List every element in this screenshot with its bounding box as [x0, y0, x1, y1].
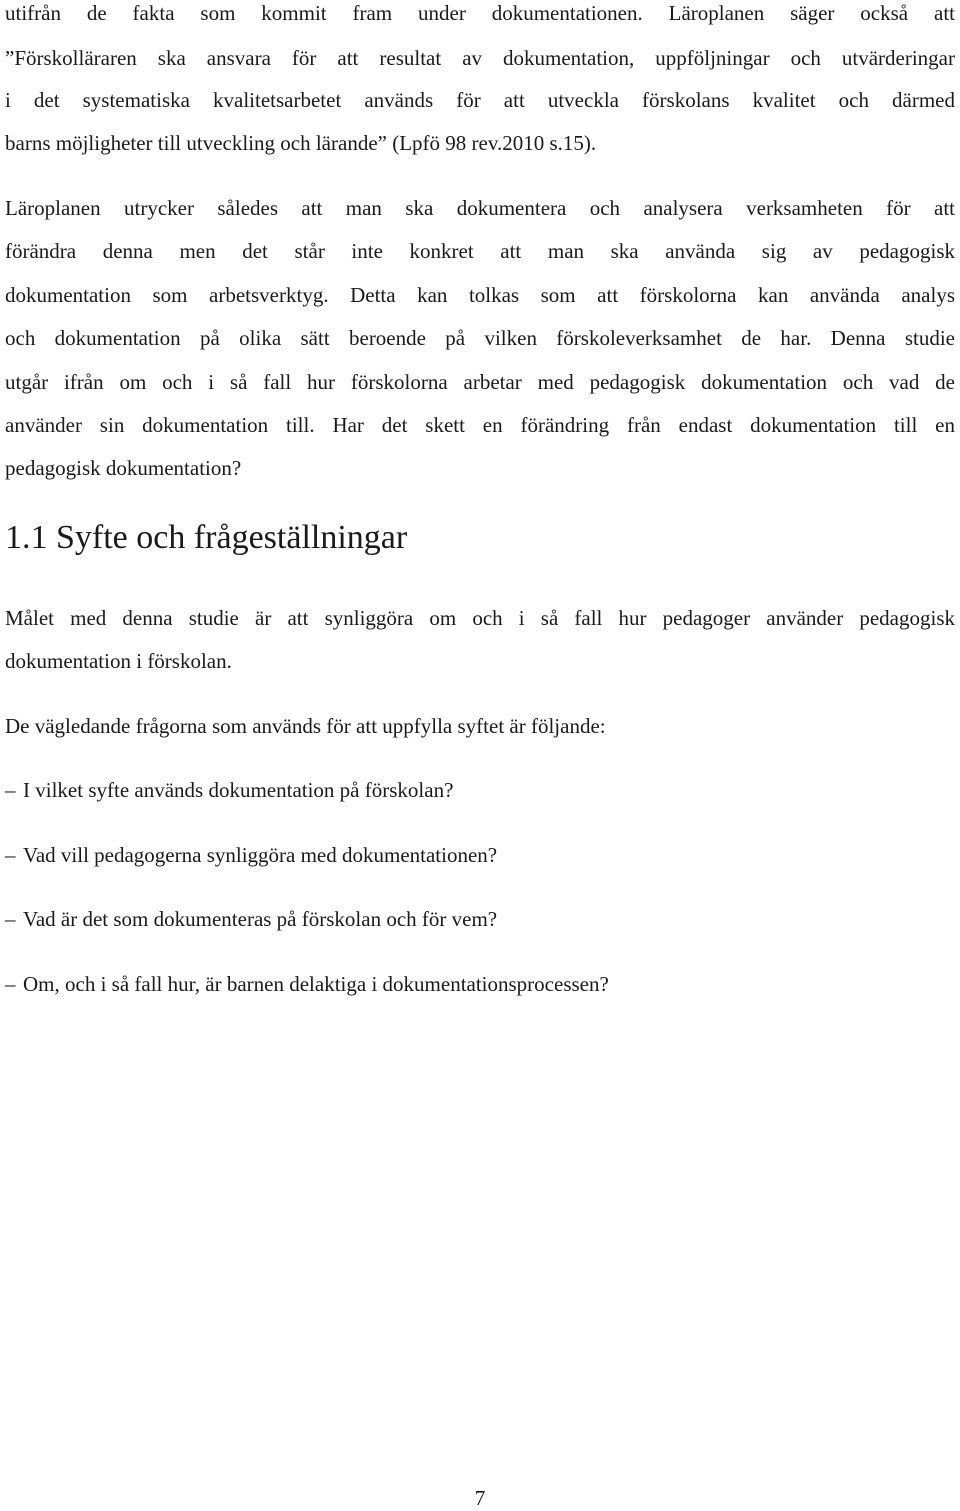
- question-text: Vad vill pedagogerna synliggöra med dokumentationen?: [23, 843, 498, 867]
- question-text: Om, och i så fall hur, är barnen delaktiga i dokumentationsprocessen?: [23, 972, 609, 996]
- section-heading: 1.1 Syfte och frågeställningar: [5, 519, 408, 556]
- paragraph-2-line-2: förändra denna men det står inte konkret att man ska använda sig av pedagogisk: [5, 239, 955, 263]
- dash-marker: –: [5, 843, 16, 867]
- question-text: I vilket syfte används dokumentation på förskolan?: [23, 778, 454, 802]
- paragraph-1-line-4: barns möjligheter till utveckling och lärande” (Lpfö 98 rev.2010 s.15).: [5, 131, 597, 155]
- question-item: [5, 842, 497, 868]
- dash-marker: –: [5, 907, 16, 931]
- paragraph-2-line-3: dokumentation som arbetsverktyg. Detta kan tolkas som att förskolorna kan använda analys: [5, 283, 955, 307]
- page-number: 7: [474, 1486, 486, 1510]
- paragraph-2-line-7: pedagogisk dokumentation?: [5, 456, 242, 480]
- paragraph-1-line-3: i det systematiska kvalitetsarbetet används för att utveckla förskolans kvalitet och därmed: [5, 88, 955, 112]
- question-item: [5, 777, 453, 803]
- question-item: [5, 971, 609, 997]
- paragraph-2-line-1: Läroplanen utrycker således att man ska dokumentera och analysera verksamheten för att: [5, 196, 955, 220]
- paragraph-3-line-1: Målet med denna studie är att synliggöra om och i så fall hur pedagoger använder pedagogisk: [5, 606, 955, 630]
- question-item: [5, 906, 497, 932]
- paragraph-1-line-2: ”Förskolläraren ska ansvara för att resultat av dokumentation, uppföljningar och utvärderingar: [5, 46, 955, 70]
- dash-marker: –: [5, 972, 16, 996]
- paragraph-2-line-5: utgår ifrån om och i så fall hur förskolorna arbetar med pedagogisk dokumentation och vad de: [5, 370, 955, 394]
- paragraph-2-line-6: använder sin dokumentation till. Har det skett en förändring från endast dokumentation till en: [5, 413, 955, 437]
- question-text: Vad är det som dokumenteras på förskolan och för vem?: [23, 907, 498, 931]
- paragraph-4-line-1: De vägledande frågorna som används för att uppfylla syftet är följande:: [5, 714, 606, 738]
- dash-marker: –: [5, 778, 16, 802]
- paragraph-1-line-1: utifrån de fakta som kommit fram under dokumentationen. Läroplanen säger också att: [5, 1, 955, 25]
- paragraph-2-line-4: och dokumentation på olika sätt beroende på vilken förskoleverksamhet de har. Denna studie: [5, 326, 955, 350]
- paragraph-3-line-2: dokumentation i förskolan.: [5, 649, 232, 673]
